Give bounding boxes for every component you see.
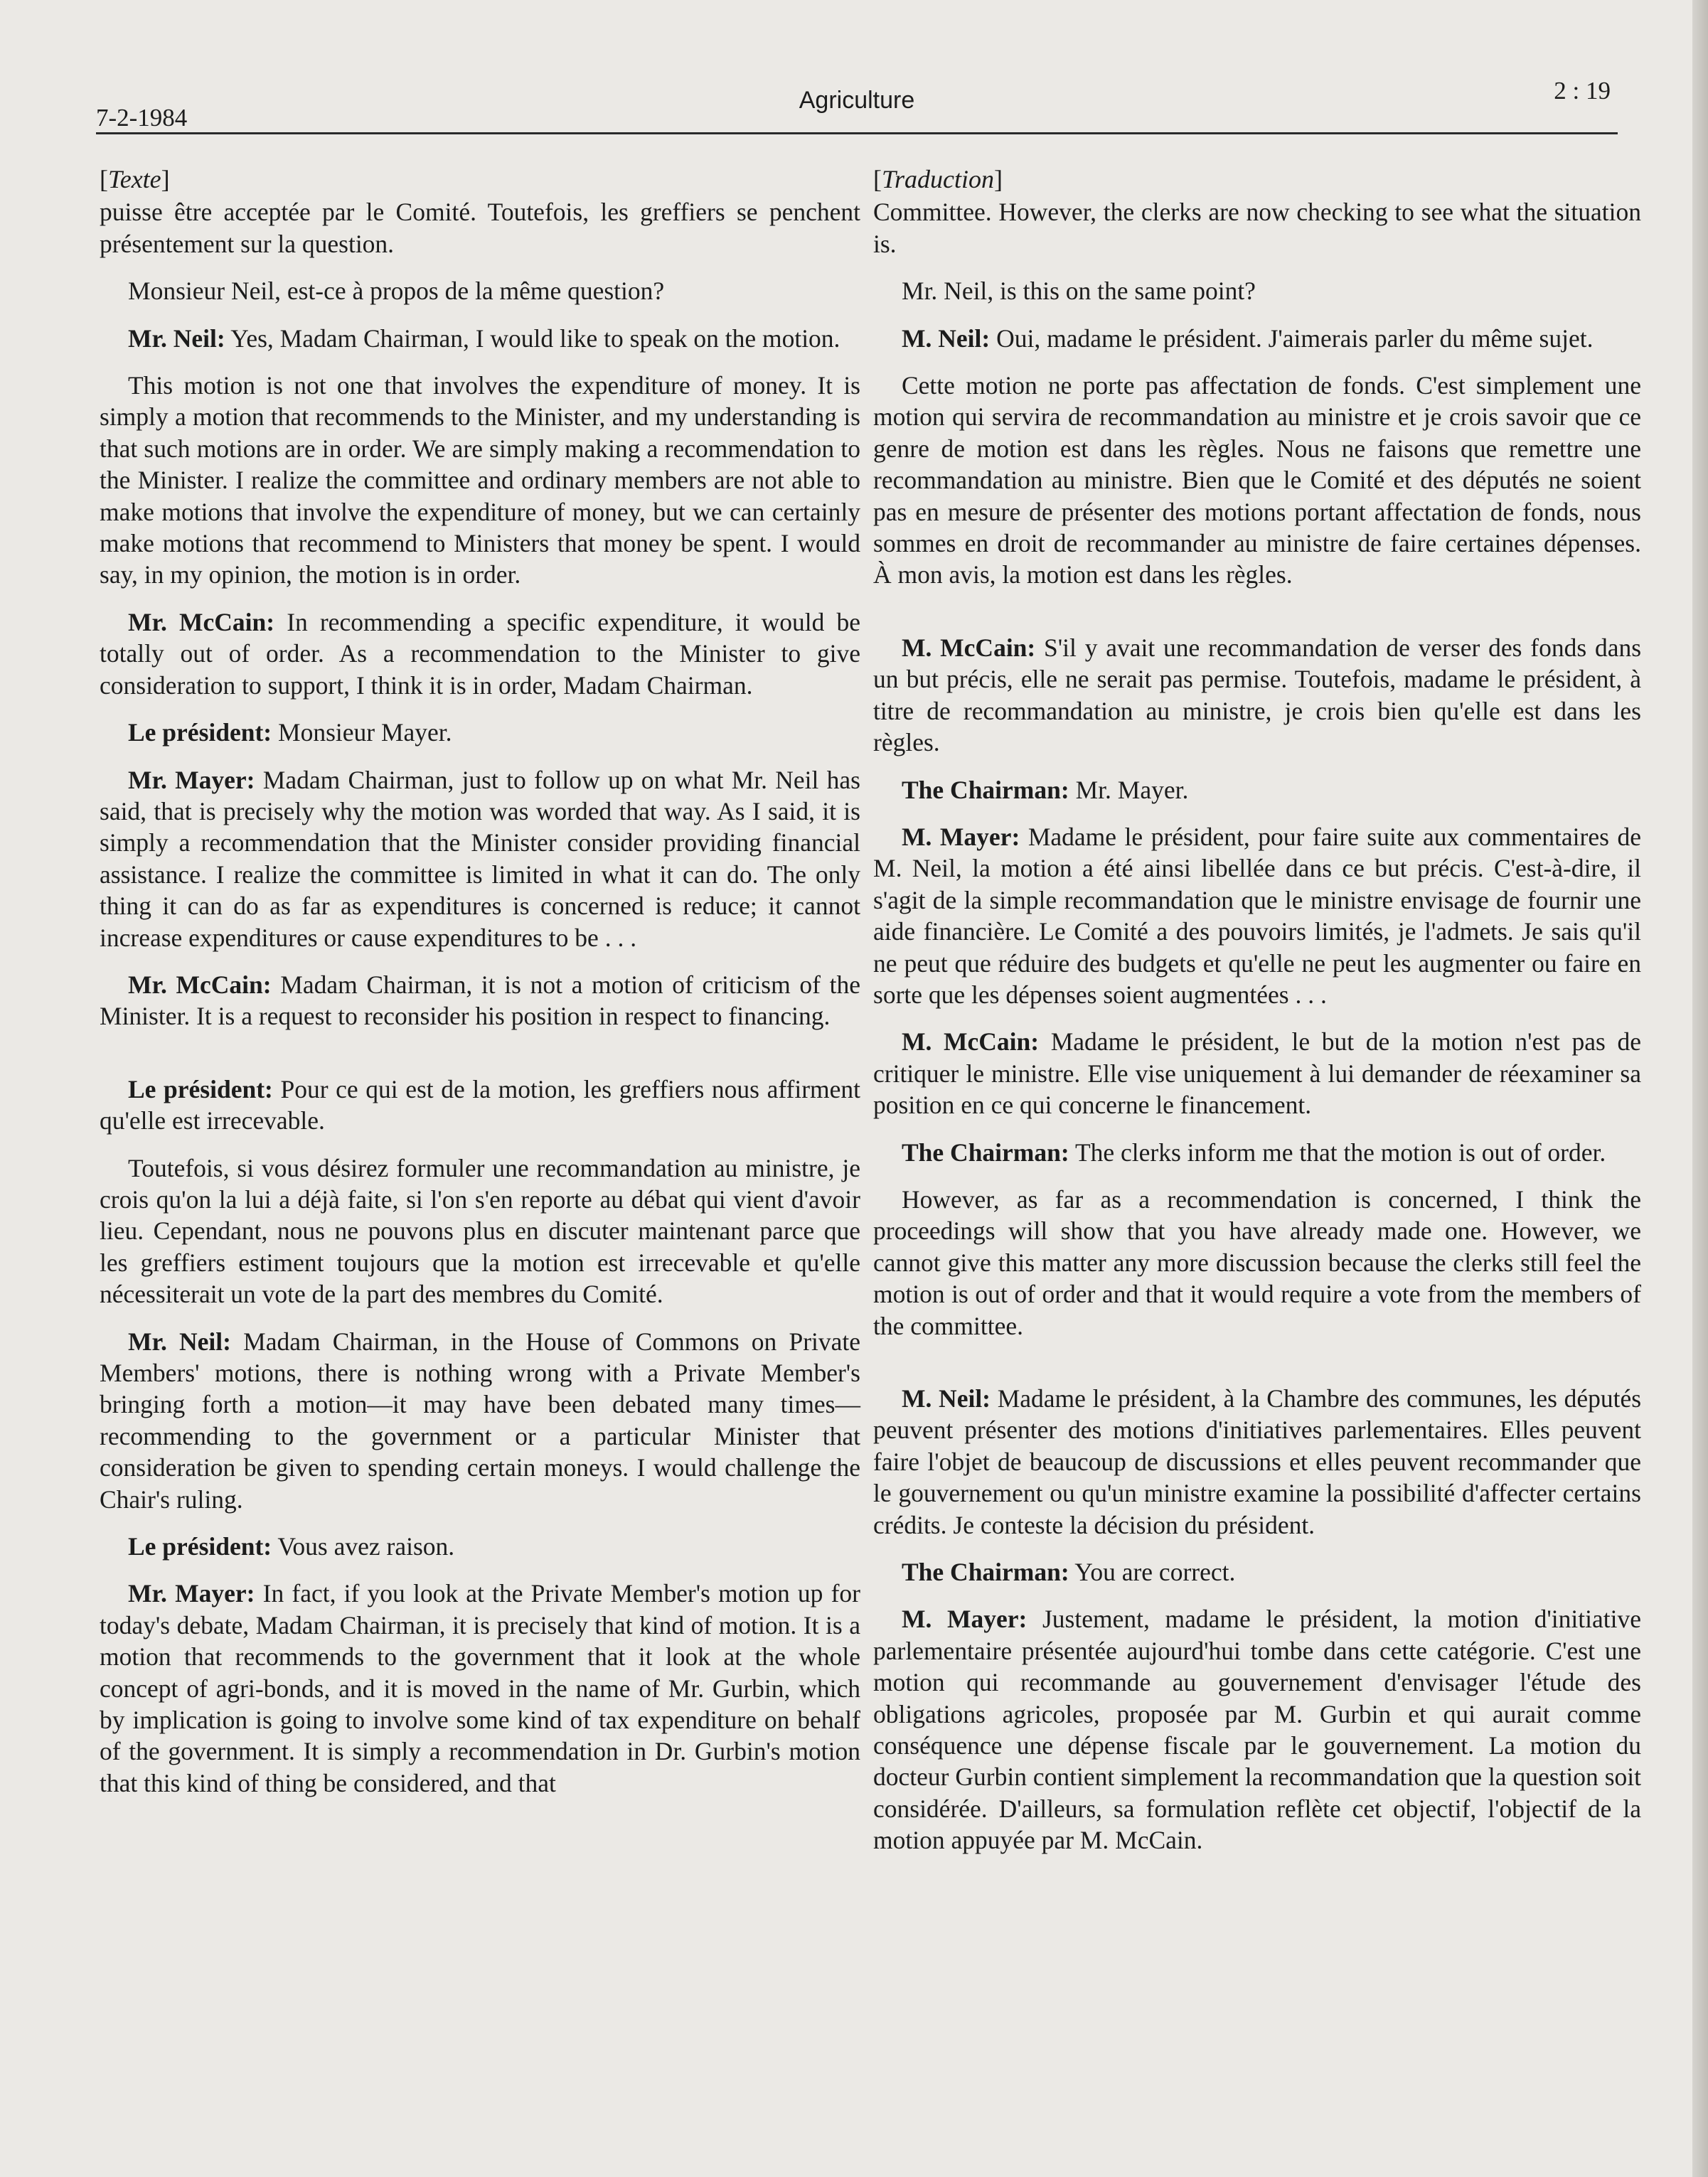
right-paragraph: M. Mayer: Justement, madame le président, la motion d'initiative parlementaire présentée aujourd'hui tombe dans cette catégorie. C'est une motion qui recommande au gouvernement d'envisager l'étude des obligations agricoles, proposée par M. Gurbin et qui aurait comme conséquence une dépense fiscale par le gouvernement. La motion du docteur Gurbin contient simplement la recommandation que la question soit considérée. D'ailleurs, sa formulation reflète cet objectif, l'objectif de la motion appuyée par M. McCain. xyxy=(873,1605,1641,1855)
left-paragraph: Mr. Neil: Madam Chairman, in the House of Commons on Private Members' motions, there is nothing wrong with a Private Member's bringing forth a motion—it may have been debated many times—recommending to the government or a particular Minister that consideration be given to spending certain moneys. I would challenge the Chair's ruling. xyxy=(100,1327,861,1514)
header-page-number: 2 : 19 xyxy=(1554,77,1611,105)
left-paragraph: Monsieur Neil, est-ce à propos de la même question? xyxy=(128,277,665,306)
left-paragraph: Mr. McCain: Madam Chairman, it is not a motion of criticism of the Minister. It is a request to reconsider his position in respect to financing. xyxy=(100,970,860,1031)
right-column-language-tag: [Traduction] xyxy=(873,165,1003,193)
right-paragraph: The Chairman: You are correct. xyxy=(902,1558,1236,1587)
right-paragraph: M. McCain: Madame le président, le but de la motion n'est pas de critiquer le ministre. Elle vise uniquement à lui demander de réexaminer sa position en ce qui concerne le financement. xyxy=(873,1027,1641,1120)
left-paragraph: Le président: Monsieur Mayer. xyxy=(128,718,452,747)
left-paragraph: Mr. McCain: In recommending a specific expenditure, it would be totally out of order. As a recommendation to the Minister to give consideration to support, I think it is in order, Madam Chairman. xyxy=(100,607,860,700)
left-column xyxy=(100,164,860,1814)
left-paragraph: Le président: Pour ce qui est de la motion, les greffiers nous affirment qu'elle est irrecevable. xyxy=(100,1074,861,1135)
right-paragraph: M. Neil: Madame le président, à la Chambre des communes, les députés peuvent présenter des motions d'initiatives parlementaires. Elles peuvent faire l'objet de beaucoup de discussions et elles peuvent recommander que le gouvernement ou qu'un ministre examine la possibilité d'affecter certains crédits. Je conteste la décision du président. xyxy=(873,1384,1642,1539)
right-paragraph: However, as far as a recommendation is concerned, I think the proceedings will show that you have already made one. However, we cannot give this matter any more discussion because the clerks still feel the motion is out of order and that it would require a vote from the members of the committee. xyxy=(873,1184,1641,1340)
page-spine-shadow xyxy=(1692,0,1708,2177)
right-paragraph: The Chairman: Mr. Mayer. xyxy=(902,775,1189,804)
right-column xyxy=(873,164,1641,1872)
right-paragraph: Committee. However, the clerks are now checking to see what the situation is. xyxy=(873,198,1641,258)
left-paragraph: Toutefois, si vous désirez formuler une recommandation au ministre, je crois qu'on la lui a déjà faite, si l'on s'en reporte au débat qui vient d'avoir lieu. Cependant, nous ne pouvons plus en discuter maintenant parce que les greffiers estiment toujours que la motion est irrecevable et qu'elle nécessiterait un vote de la part des membres du Comité. xyxy=(100,1153,860,1309)
left-paragraph: puisse être acceptée par le Comité. Toutefois, les greffiers se penchent présentement sur la question. xyxy=(100,198,860,258)
header-date: 7-2-1984 xyxy=(96,104,188,132)
left-column-language-tag: [Texte] xyxy=(100,165,170,193)
left-paragraph: Le président: Vous avez raison. xyxy=(128,1532,455,1561)
left-paragraph: Mr. Mayer: Madam Chairman, just to follow up on what Mr. Neil has said, that is precisely why the motion was worded that way. As I said, it is simply a recommendation that the Minister consider providing financial assistance. I realize the committee is limited in what it can do. The only thing it can do as far as expenditures is concerned is reduce; it cannot increase expenditures or cause expenditures to be . . . xyxy=(100,765,860,952)
left-paragraph: Mr. Neil: Yes, Madam Chairman, I would like to speak on the motion. xyxy=(128,323,840,353)
left-paragraph: Mr. Mayer: In fact, if you look at the Private Member's motion up for today's debate, Madam Chairman, it is precisely that kind of motion. It is a motion that recommends to the government that it look at the whole concept of agri-bonds, and it is moved in the name of Mr. Gurbin, which by implication is going to involve some kind of tax expenditure on behalf of the government. It is simply a recommendation in Dr. Gurbin's motion that this kind of thing be considered, and that xyxy=(100,1579,860,1797)
page-header xyxy=(96,77,1618,134)
right-paragraph: Mr. Neil, is this on the same point? xyxy=(902,277,1256,306)
right-paragraph: The Chairman: The clerks inform me that the motion is out of order. xyxy=(902,1138,1606,1167)
left-paragraph: This motion is not one that involves the expenditure of money. It is simply a motion that recommends to the Minister, and my understanding is that such motions are in order. We are simply making a recommendation to the Minister. I realize the committee and ordinary members are not able to make motions that involve the expenditure of money, but we can certainly make motions that recommend to Ministers that money be spent. I would say, in my opinion, the motion is in order. xyxy=(100,371,860,589)
header-title: Agriculture xyxy=(799,87,915,114)
right-paragraph: M. Neil: Oui, madame le président. J'aimerais parler du même sujet. xyxy=(902,323,1594,353)
right-paragraph: Cette motion ne porte pas affectation de fonds. C'est simplement une motion qui servira de recommandation au ministre et je crois savoir que ce genre de motion est dans les règles. Nous ne faisons que remettre une recommandation au ministre. Bien que le Comité et des députés ne soient pas en mesure de présenter des motions portant affectation de fonds, nous sommes en droit de recommander au ministre de faire certaines dépenses. À mon avis, la motion est dans les règles. xyxy=(873,371,1641,589)
right-paragraph: M. McCain: S'il y avait une recommandation de verser des fonds dans un but précis, elle ne serait pas permise. Toutefois, madame le président, à titre de recommandation au ministre, je crois bien qu'elle est dans les règles. xyxy=(873,633,1642,757)
right-paragraph: M. Mayer: Madame le président, pour faire suite aux commentaires de M. Neil, la motion a été ainsi libellée dans ce but précis. C'est-à-dire, il s'agit de la simple recommandation que le ministre envisage de fournir une aide financière. Le Comité a des pouvoirs limités, je l'admets. Je sais qu'il ne peut que réduire des budgets et qu'elle ne peut les augmenter ou faire en sorte que les dépenses soient augmentées . . . xyxy=(873,822,1641,1009)
